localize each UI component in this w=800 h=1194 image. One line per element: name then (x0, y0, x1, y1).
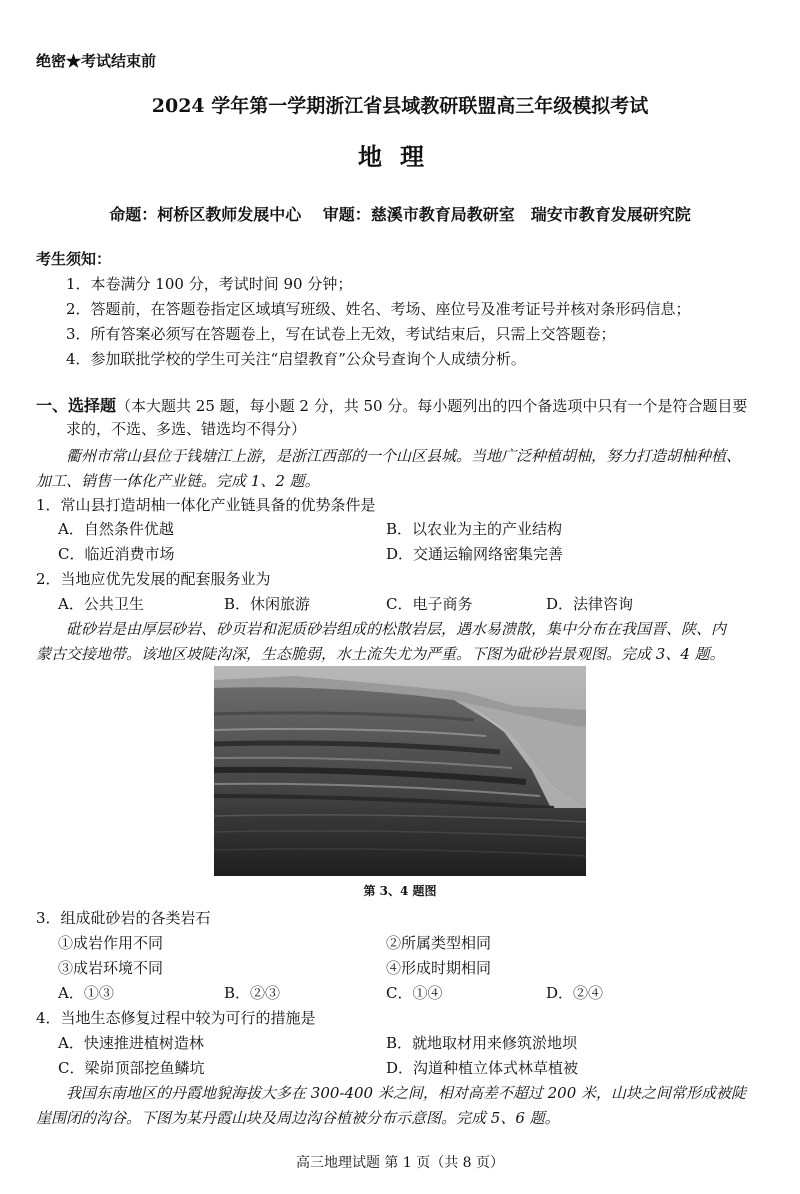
q2-option-d: D．法律咨询 (546, 595, 634, 613)
q4-option-b: B．就地取材用来修筑淤地坝 (386, 1034, 578, 1052)
q1-option-c: C．临近消费市场 (58, 545, 175, 563)
question-4-stem: 4．当地生态修复过程中较为可行的措施是 (36, 1009, 316, 1027)
notice-item: 2．答题前，在答题卷指定区域填写班级、姓名、考场、座位号及准考证号并核对条形码信息； (66, 300, 691, 318)
authors-line: 命题：柯桥区教师发展中心 审题：慈溪市教育局教研室 瑞安市教育发展研究院 (109, 205, 691, 224)
figure-caption: 第 3、4 题图 (363, 884, 437, 898)
q3-option-d: D．②④ (546, 984, 604, 1002)
q2-option-b: B．休闲旅游 (224, 595, 311, 613)
q3-statement-1: ①成岩作用不同 (58, 934, 164, 952)
section-heading-line (36, 393, 747, 416)
q3-option-a: A．①③ (58, 984, 114, 1002)
q4-option-a: A．快速推进植树造林 (58, 1034, 204, 1052)
passage-3-line: 崖围闭的沟谷。下图为某丹霞山块及周边沟谷植被分布示意图。完成 5、6 题。 (36, 1109, 560, 1127)
q3-statement-2: ②所属类型相同 (386, 934, 492, 952)
passage-2-line: 砒砂岩是由厚层砂岩、砂页岩和泥质砂岩组成的松散岩层，遇水易溃散，集中分布在我国晋、陕、内 (66, 620, 727, 638)
question-1-stem: 1．常山县打造胡柚一体化产业链具备的优势条件是 (36, 496, 376, 514)
q4-option-c: C．梁峁顶部挖鱼鳞坑 (58, 1059, 205, 1077)
q3-option-c: C．①④ (386, 984, 443, 1002)
q2-option-a: A．公共卫生 (58, 595, 144, 613)
secret-label: 绝密★考试结束前 (36, 52, 157, 70)
q4-option-d: D．沟道种植立体式林草植被 (386, 1059, 579, 1077)
notice-heading: 考生须知： (36, 250, 112, 268)
notice-item: 1．本卷满分 100 分，考试时间 90 分钟； (66, 275, 353, 293)
passage-1-line: 衢州市常山县位于钱塘江上游，是浙江西部的一个山区县城。当地广泛种植胡柚，努力打造胡柚种植、 (66, 447, 742, 465)
q3-statement-4: ④形成时期相同 (386, 959, 492, 977)
q1-option-d: D．交通运输网络密集完善 (386, 545, 564, 563)
notice-item: 3．所有答案必须写在答题卷上，写在试卷上无效，考试结束后，只需上交答题卷； (66, 325, 616, 343)
passage-1-line: 加工、销售一体化产业链。完成 1、2 题。 (36, 472, 320, 490)
sandstone-landscape-photo (214, 666, 586, 876)
question-2-stem: 2．当地应优先发展的配套服务业为 (36, 570, 271, 588)
q3-statement-3: ③成岩环境不同 (58, 959, 164, 977)
page-footer: 高三地理试题 第 1 页（共 8 页） (295, 1155, 505, 1171)
passage-3-line: 我国东南地区的丹霞地貌海拔大多在 300-400 米之间，相对高差不超过 200 米，山块之间常形成被陡 (66, 1084, 747, 1102)
exam-title: 2024 学年第一学期浙江省县域教研联盟高三年级模拟考试 (151, 95, 649, 117)
q1-option-a: A．自然条件优越 (58, 520, 174, 538)
q1-option-b: B．以农业为主的产业结构 (386, 520, 563, 538)
section-desc-cont: 求的，不选、多选、错选均不得分） (66, 420, 307, 438)
notice-item: 4．参加联批学校的学生可关注“启望教育”公众号查询个人成绩分析。 (66, 350, 526, 368)
section-desc: （本大题共 25 题，每小题 2 分，共 50 分。每小题列出的四个备选项中只有一个是符合题目要 (116, 397, 748, 415)
subject-title: 地理 (358, 142, 442, 171)
passage-2-line: 蒙古交接地带。该地区坡陡沟深，生态脆弱，水土流失尤为严重。下图为砒砂岩景观图。完成 3、4 题。 (36, 645, 725, 663)
question-3-stem: 3．组成砒砂岩的各类岩石 (36, 909, 211, 927)
q2-option-c: C．电子商务 (386, 595, 473, 613)
q3-option-b: B．②③ (224, 984, 281, 1002)
section-heading: 一、选择题 (36, 396, 117, 415)
